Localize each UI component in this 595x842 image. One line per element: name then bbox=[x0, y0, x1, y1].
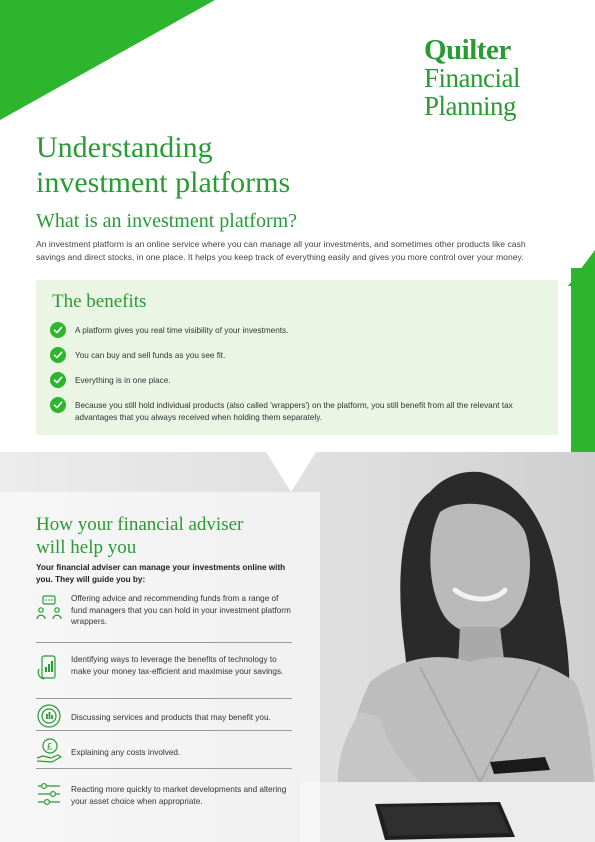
adviser-title-line-2: will help you bbox=[36, 537, 137, 558]
help-item bbox=[36, 738, 292, 769]
benefit-text: Everything is in one place. bbox=[75, 376, 171, 385]
help-text: Offering advice and recommending funds from a range of fund managers that you can hold in your investment platform wrappers. bbox=[71, 594, 291, 626]
benefit-text: You can buy and sell funds as you see fit. bbox=[75, 351, 226, 360]
help-item bbox=[36, 592, 292, 643]
help-text: Explaining any costs involved. bbox=[71, 748, 181, 757]
page-title bbox=[36, 130, 456, 200]
adviser-intro: Your financial adviser can manage your investments online with you. They will guide you by: bbox=[36, 563, 286, 584]
pound-hand-icon bbox=[36, 738, 62, 764]
phone-chart-icon bbox=[36, 655, 62, 681]
help-item bbox=[36, 779, 292, 809]
check-icon bbox=[50, 372, 66, 388]
logo-line-3: Planning bbox=[424, 91, 517, 121]
section-subtitle: What is an investment platform? bbox=[36, 210, 298, 232]
svg-text:£: £ bbox=[47, 741, 53, 752]
target-services-icon bbox=[36, 703, 62, 729]
logo-line-1: Quilter bbox=[424, 34, 511, 66]
page-title-line-2: investment platforms bbox=[36, 166, 291, 199]
help-text: Reacting more quickly to market developments and altering your asset choice when appropriate. bbox=[71, 785, 287, 806]
help-item bbox=[36, 705, 292, 731]
benefits-title: The benefits bbox=[52, 291, 147, 312]
check-icon bbox=[50, 322, 66, 338]
benefits-box bbox=[36, 280, 558, 435]
adviser-section-title bbox=[36, 513, 243, 559]
intro-paragraph: An investment platform is an online service where you can manage all your investments, and sometimes other products like cash savings and direct stocks, in one place. It helps you keep track of everything easily and gives you more control over your money. bbox=[36, 239, 526, 262]
page-title-line-1: Understanding bbox=[36, 131, 213, 164]
help-item bbox=[36, 652, 292, 699]
check-icon bbox=[50, 347, 66, 363]
benefit-text: Because you still hold individual products (also called 'wrappers') on the platform, you still benefit from all the relevant tax advantages that you always received when holding them separately. bbox=[75, 401, 513, 422]
advice-people-icon bbox=[36, 595, 62, 621]
corner-decoration bbox=[0, 0, 215, 120]
check-icon bbox=[50, 397, 66, 413]
benefit-text: A platform gives you real time visibility of your investments. bbox=[75, 326, 289, 335]
quilter-logo bbox=[424, 36, 520, 120]
sliders-icon bbox=[36, 781, 62, 807]
help-text: Identifying ways to leverage the benefits of technology to make your money tax-efficient and maximise your savings. bbox=[71, 655, 284, 676]
logo-line-2: Financial bbox=[424, 63, 520, 93]
help-text: Discussing services and products that may benefit you. bbox=[71, 713, 271, 722]
adviser-title-line-1: How your financial adviser bbox=[36, 514, 244, 535]
